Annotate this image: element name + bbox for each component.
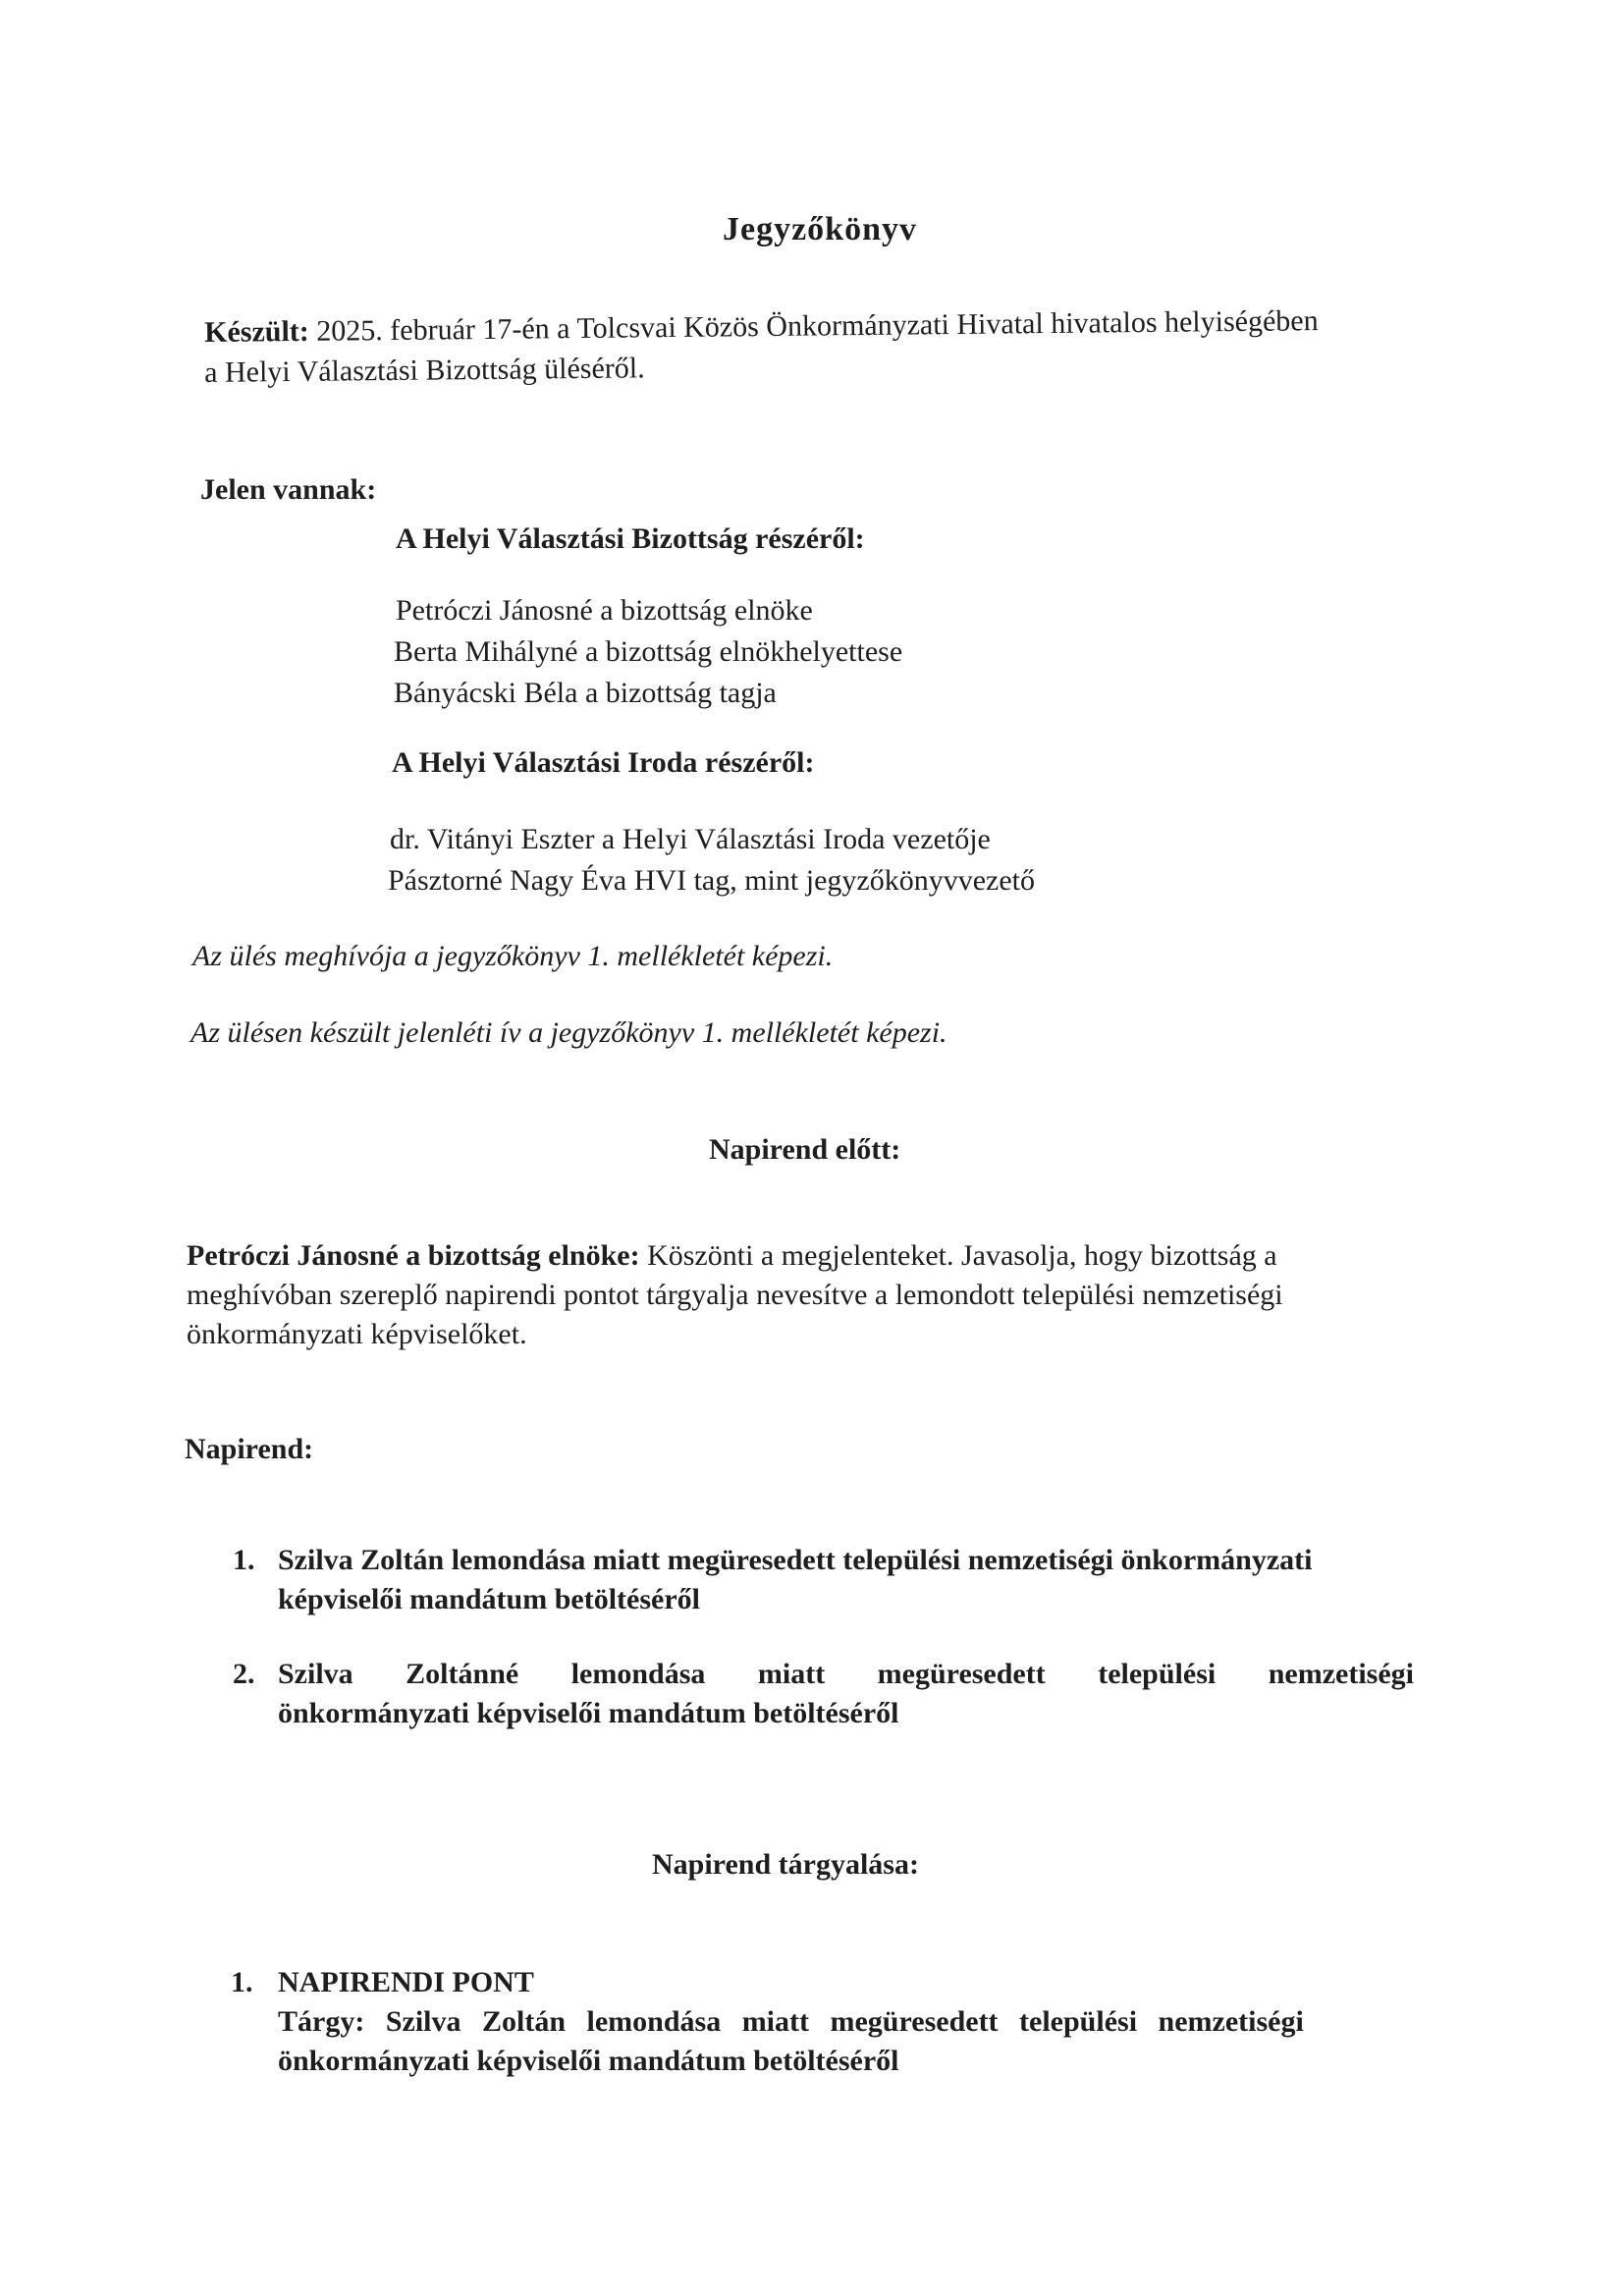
intro-label: Készült: xyxy=(204,314,309,349)
agenda-item-line-2: képviselői mandátum betöltéséről xyxy=(278,1583,700,1615)
committee-member: Bányácski Béla a bizottság tagja xyxy=(394,677,777,709)
before-agenda-line1-text: Köszönti a megjelenteket. Javasolja, hogy bizottság a xyxy=(639,1239,1277,1272)
point-title: NAPIRENDI PONT xyxy=(278,1966,534,1998)
agenda-item-number: 2. xyxy=(233,1658,255,1690)
intro-line1-text: 2025. február 17-én a Tolcsvai Közös Önkormányzati Hivatal hivatalos helyiségében xyxy=(308,304,1319,348)
speaker-label: Petróczi Jánosné a bizottság elnöke: xyxy=(187,1239,640,1272)
before-agenda-heading: Napirend előtt: xyxy=(709,1133,901,1166)
before-agenda-line-2: meghívóban szereplő napirendi pontot tárgyalja nevesítve a lemondott települési nemzetiségi xyxy=(187,1279,1283,1311)
note-invitation: Az ülés meghívója a jegyzőkönyv 1. mellékletét képezi. xyxy=(192,940,834,972)
discussion-heading: Napirend tárgyalása: xyxy=(652,1848,919,1881)
point-subject-line-1: Tárgy: Szilva Zoltán lemondása miatt megüresedett települési nemzetiségi xyxy=(278,2005,1304,2038)
before-agenda-line-3: önkormányzati képviselőket. xyxy=(187,1318,527,1350)
office-member: Pásztorné Nagy Éva HVI tag, mint jegyzőkönyvvezető xyxy=(388,864,1035,897)
agenda-item-line-1: Szilva Zoltánné lemondása miatt megüresedett települési nemzetiségi xyxy=(278,1658,1414,1690)
office-member: dr. Vitányi Eszter a Helyi Választási Iroda vezetője xyxy=(390,823,991,855)
office-heading: A Helyi Választási Iroda részéről: xyxy=(392,746,815,779)
intro-line-1 xyxy=(204,304,1319,350)
committee-member: Berta Mihályné a bizottság elnökhelyettese xyxy=(394,635,903,668)
committee-member: Petróczi Jánosné a bizottság elnöke xyxy=(396,594,813,627)
present-heading: Jelen vannak: xyxy=(200,473,377,506)
before-agenda-line-1 xyxy=(187,1239,1277,1273)
note-attendance: Az ülésen készült jelenléti ív a jegyzőkönyv 1. mellékletét képezi. xyxy=(190,1016,947,1049)
agenda-heading: Napirend: xyxy=(185,1433,314,1465)
agenda-item-number: 1. xyxy=(233,1544,255,1576)
committee-heading: A Helyi Választási Bizottság részéről: xyxy=(396,522,865,555)
point-subject-line-2: önkormányzati képviselői mandátum betöltéséről xyxy=(278,2045,899,2077)
agenda-item-line-1: Szilva Zoltán lemondása miatt megüresedett települési nemzetiségi önkormányzati xyxy=(278,1544,1313,1576)
agenda-item-line-2: önkormányzati képviselői mandátum betöltéséről xyxy=(278,1697,899,1729)
point-number: 1. xyxy=(231,1966,253,1998)
document-title: Jegyzőkönyv xyxy=(723,211,917,247)
intro-line-2: a Helyi Választási Bizottság üléséről. xyxy=(204,352,645,389)
